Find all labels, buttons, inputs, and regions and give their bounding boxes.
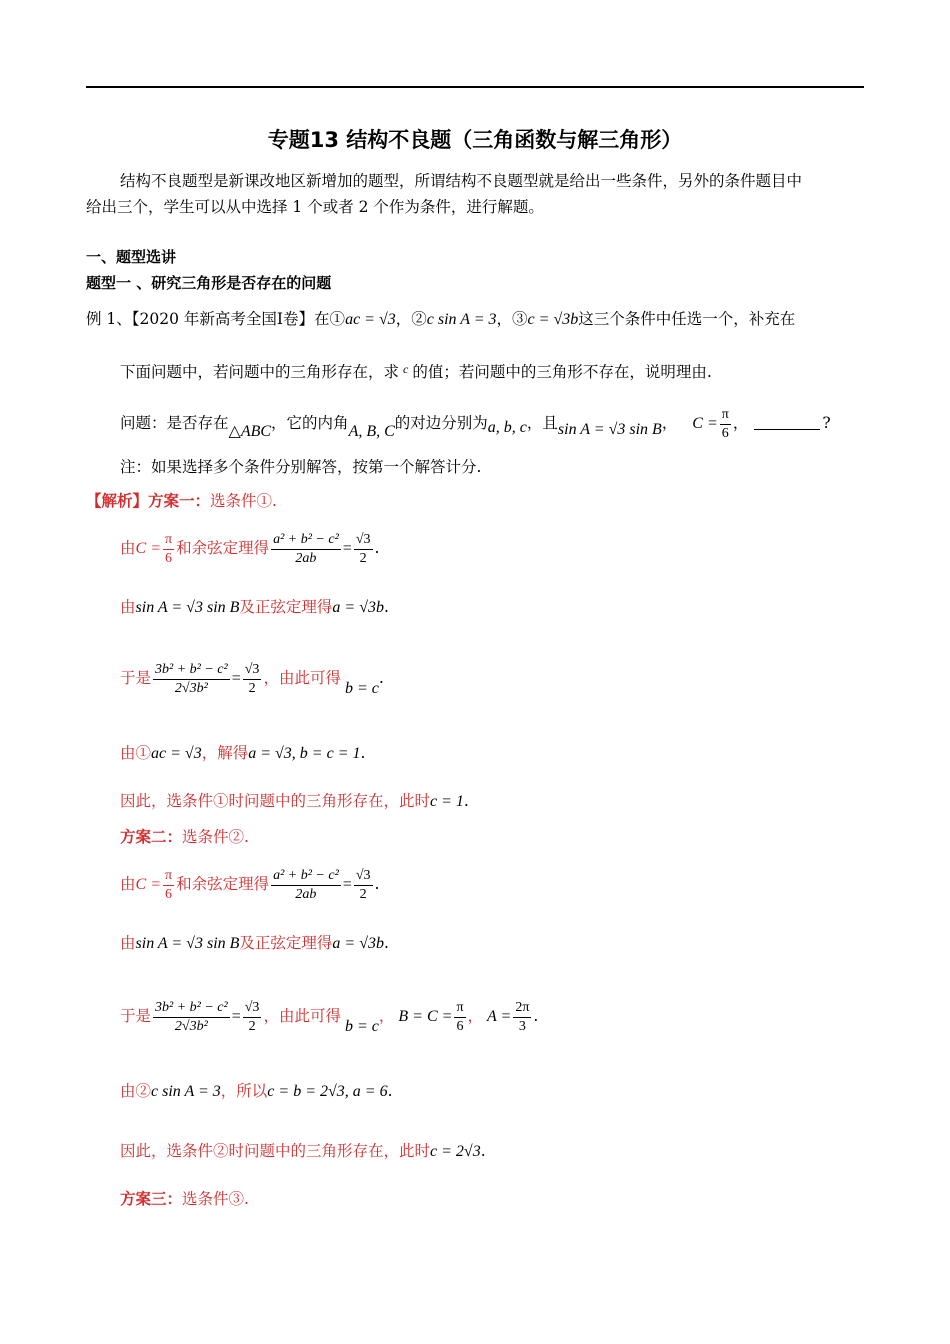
page-title: 专题13 结构不良题（三角函数与解三角形） — [267, 128, 683, 152]
example-note: 注：如果选择多个条件分别解答，按第一个解答计分. — [120, 458, 482, 476]
solution-plan-1-heading — [86, 490, 277, 512]
math: B = C = — [398, 1008, 453, 1025]
period: . — [463, 792, 469, 810]
fraction-denominator: 6 — [165, 886, 173, 902]
sine-relation: sin A = √3 sin B — [557, 421, 662, 438]
example-line-2 — [120, 358, 712, 383]
angle-c-label: C = — [692, 415, 718, 432]
sides: a, b, c — [487, 419, 527, 436]
cosine-fraction — [271, 531, 341, 568]
step-text: 及正弦定理得 — [239, 598, 333, 616]
plan-text: 选条件③. — [182, 1190, 249, 1208]
period: . — [384, 934, 389, 952]
step-text: 由此可得 — [278, 1007, 341, 1025]
math: C = — [135, 540, 161, 557]
equals: = — [231, 1008, 241, 1025]
fraction-numerator: √3 — [354, 531, 373, 550]
step-text: 由 — [120, 934, 136, 952]
plan1-condition-step — [120, 742, 365, 765]
fraction-numerator: π — [163, 531, 174, 550]
comma: ， — [378, 1007, 395, 1025]
math: c = b = 2√3, a = 6 — [267, 1083, 388, 1100]
solution-tag: 【解析】 — [86, 491, 149, 510]
example-question — [120, 404, 831, 451]
solution-plan-2-heading — [120, 826, 249, 848]
fraction-denominator: 2 — [359, 550, 367, 566]
step-text: 由① — [120, 744, 152, 762]
example-text: ，③ — [496, 310, 528, 328]
pi-over-6 — [163, 867, 174, 904]
cosine-fraction — [271, 867, 341, 904]
period: . — [480, 1142, 486, 1160]
fraction-denominator: 2 — [248, 1018, 256, 1034]
plan-label: 方案三： — [120, 1189, 183, 1208]
type-heading: 题型一 、研究三角形是否存在的问题 — [86, 274, 332, 292]
plan1-yushi-step — [120, 652, 384, 715]
plan1-cosine-step — [120, 522, 379, 575]
step-text: 于是 — [120, 1007, 152, 1025]
answer-blank — [754, 429, 820, 430]
comma: ， — [467, 1007, 484, 1025]
step-text: 由此可得 — [278, 669, 341, 687]
period: . — [378, 669, 384, 687]
period: . — [387, 1082, 393, 1100]
question-end: ? — [822, 414, 831, 432]
plan2-condition-step — [120, 1080, 393, 1103]
plan2-conclusion — [120, 1140, 486, 1163]
plan-label: 方案二： — [120, 827, 183, 846]
fraction-denominator: 3 — [518, 1018, 526, 1034]
fraction-numerator: a² + b² − c² — [271, 531, 341, 550]
sqrt3-over-2 — [354, 867, 373, 904]
step-text: 及正弦定理得 — [239, 934, 333, 952]
sqrt3-over-2 — [354, 531, 373, 568]
question-text: ，且 — [526, 414, 558, 432]
fraction-denominator: 2 — [248, 680, 256, 696]
plan2-sine-step — [120, 932, 389, 955]
step-text: ，解得 — [201, 744, 249, 762]
plan2-cosine-step — [120, 858, 379, 911]
equals: = — [342, 540, 352, 557]
fraction-numerator: π — [454, 999, 465, 1018]
condition-3: c = √3b — [527, 311, 579, 328]
example-text: 下面问题中，若问题中的三角形存在，求 — [120, 363, 400, 381]
variable-c: c — [403, 362, 409, 376]
step-text: 由 — [120, 539, 136, 557]
fraction-numerator: 3b² + b² − c² — [153, 661, 230, 680]
math: C = — [135, 876, 161, 893]
fraction-numerator: √3 — [243, 661, 262, 680]
fraction-denominator: 6 — [721, 425, 729, 441]
step-text: 由 — [120, 598, 136, 616]
fraction-numerator: π — [163, 867, 174, 886]
two-pi-over-3 — [513, 999, 531, 1036]
condition-2: c sin A = 3 — [426, 311, 497, 328]
period: . — [384, 598, 389, 616]
example-text: 的值；若问题中的三角形不存在，说明理由. — [412, 363, 712, 381]
solution-plan-3-heading — [120, 1188, 249, 1210]
example-text: 在① — [314, 310, 346, 328]
math: b = c — [344, 1018, 379, 1035]
example-text: 这三个条件中任选一个，补充在 — [578, 310, 796, 328]
fraction-denominator: 6 — [456, 1018, 464, 1034]
question-text: ， — [732, 414, 749, 432]
math: b = c — [344, 680, 379, 697]
step-text: 和余弦定理得 — [176, 539, 270, 557]
period: . — [374, 539, 380, 557]
math: a = √3b — [332, 935, 384, 952]
fraction-numerator: 2π — [513, 999, 531, 1018]
fraction-denominator: 2ab — [295, 886, 317, 902]
math: A = — [487, 1008, 512, 1025]
comma: ， — [263, 1007, 279, 1025]
plan-label: 方案一： — [148, 491, 211, 510]
pi-over-6 — [163, 531, 174, 568]
question-text: ， — [661, 414, 678, 432]
sqrt3-over-2 — [243, 661, 262, 698]
equals: = — [342, 876, 352, 893]
math: c sin A = 3 — [151, 1083, 221, 1100]
step-text: ，所以 — [220, 1082, 268, 1100]
example-source: 【2020 年新高考全国Ⅰ卷】 — [131, 310, 315, 328]
plan1-sine-step — [120, 596, 389, 619]
intro-line-1: 结构不良题型是新课改地区新增加的题型，所谓结构不良题型就是给出一些条件，另外的条件题目中 — [120, 172, 803, 190]
triangle-abc: △ABC — [228, 423, 272, 440]
fraction-numerator: π — [720, 406, 731, 425]
plan2-yushi-step — [120, 990, 538, 1053]
period: . — [360, 744, 366, 762]
fraction-denominator: 6 — [165, 550, 173, 566]
math: a = √3b — [332, 599, 384, 616]
example-prefix: 例 1、 — [86, 310, 132, 328]
question-text: 的对边分别为 — [394, 414, 488, 432]
plan-text: 选条件②. — [182, 828, 249, 846]
fraction-numerator: 3b² + b² − c² — [153, 999, 230, 1018]
question-text: 问题：是否存在 — [120, 414, 229, 432]
fraction-numerator: √3 — [243, 999, 262, 1018]
angles: A, B, C — [348, 423, 395, 440]
question-text: ，它的内角 — [271, 414, 349, 432]
yushi-fraction — [153, 661, 230, 698]
intro-line-2: 给出三个，学生可以从中选择 1 个或者 2 个作为条件，进行解题。 — [86, 198, 544, 216]
yushi-fraction — [153, 999, 230, 1036]
step-text: 因此，选条件①时问题中的三角形存在，此时 — [120, 792, 431, 810]
pi-over-6 — [720, 406, 731, 443]
example-text: ，② — [395, 310, 427, 328]
sqrt3-over-2 — [243, 999, 262, 1036]
fraction-denominator: 2√3b² — [174, 1018, 208, 1034]
math: a = √3, b = c = 1 — [248, 745, 361, 762]
fraction-denominator: 2√3b² — [174, 680, 208, 696]
comma: ， — [263, 669, 279, 687]
plan1-conclusion — [120, 790, 469, 813]
step-text: 和余弦定理得 — [176, 875, 270, 893]
condition-1: ac = √3 — [345, 311, 396, 328]
math: c = 2√3 — [430, 1143, 481, 1160]
step-text: 因此，选条件②时问题中的三角形存在，此时 — [120, 1142, 431, 1160]
header-rule — [86, 86, 864, 88]
math: sin A = √3 sin B — [135, 599, 240, 616]
math: sin A = √3 sin B — [135, 935, 240, 952]
math: c = 1 — [430, 793, 464, 810]
step-text: 由② — [120, 1082, 152, 1100]
example-line-1 — [86, 308, 795, 331]
pi-over-6 — [454, 999, 465, 1036]
period: . — [533, 1007, 539, 1025]
fraction-denominator: 2ab — [295, 550, 317, 566]
period: . — [374, 875, 380, 893]
step-text: 于是 — [120, 669, 152, 687]
math: ac = √3 — [151, 745, 202, 762]
fraction-numerator: a² + b² − c² — [271, 867, 341, 886]
equals: = — [231, 670, 241, 687]
plan-text: 选条件①. — [210, 492, 277, 510]
fraction-denominator: 2 — [359, 886, 367, 902]
step-text: 由 — [120, 875, 136, 893]
fraction-numerator: √3 — [354, 867, 373, 886]
section-heading: 一、题型选讲 — [86, 248, 177, 266]
